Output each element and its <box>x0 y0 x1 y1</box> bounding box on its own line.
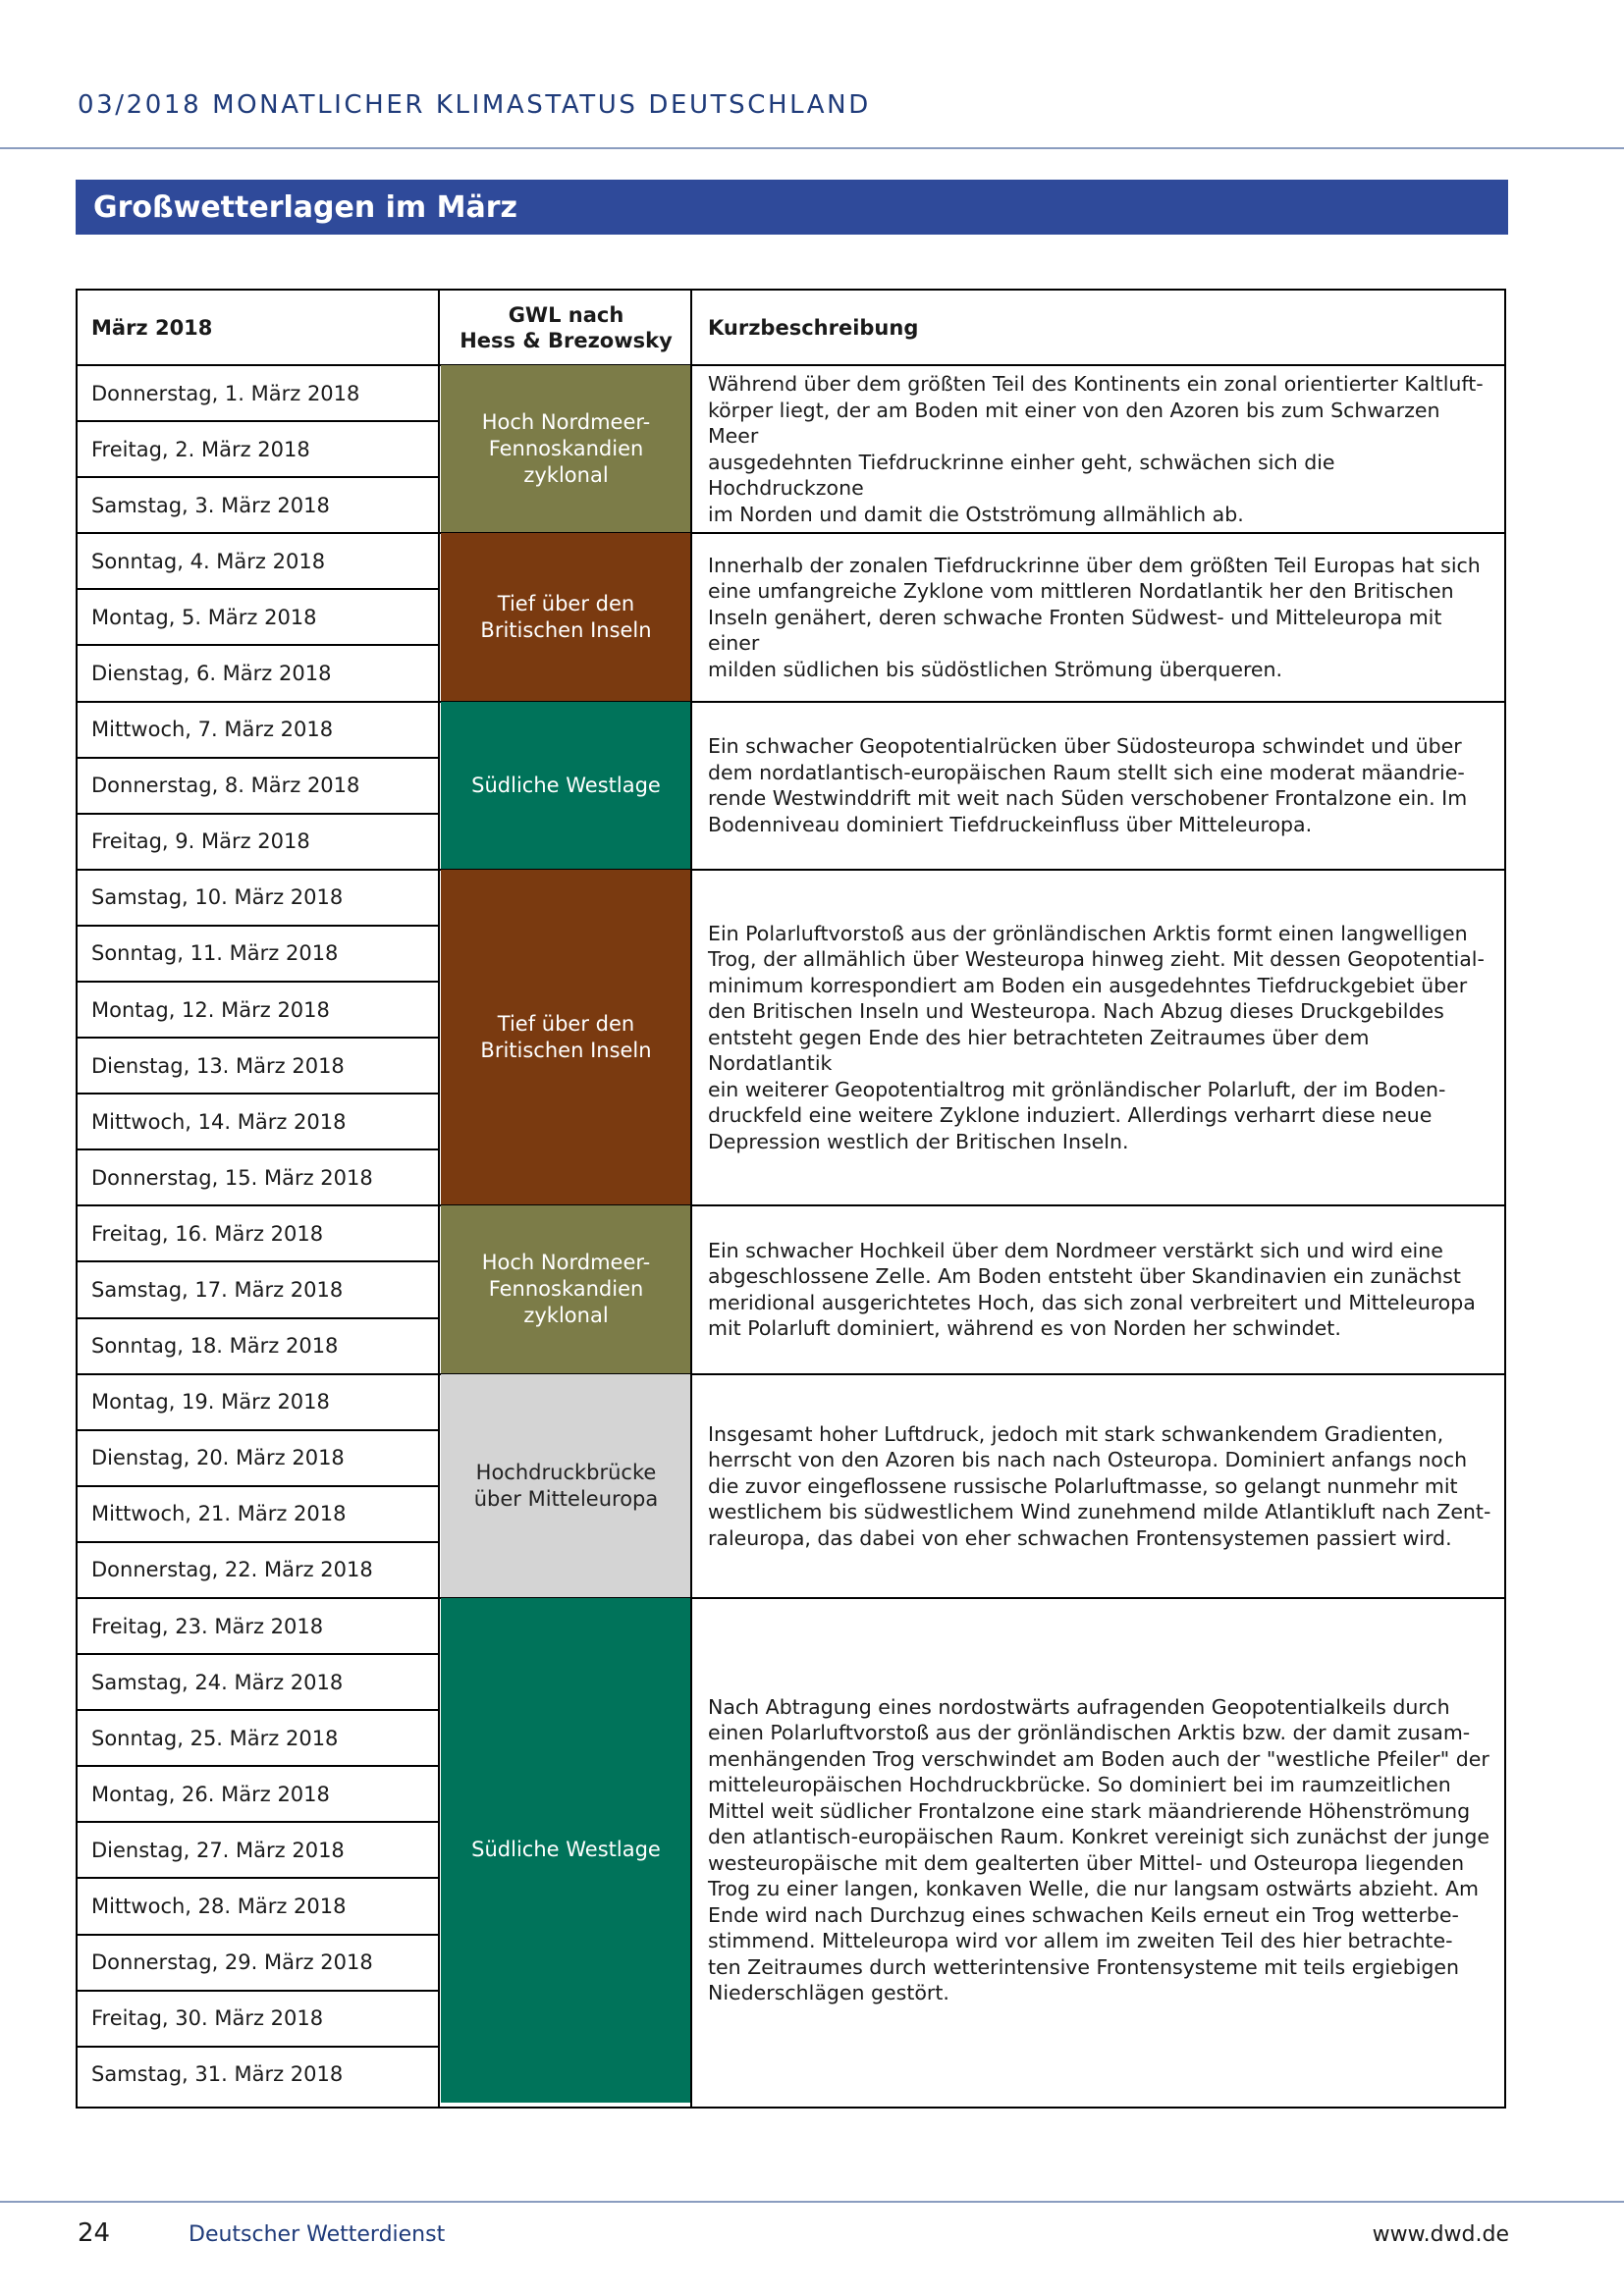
date-cell: Freitag, 9. März 2018 <box>91 829 310 854</box>
date-cell: Sonntag, 25. März 2018 <box>91 1726 339 1750</box>
page-header-title: 03/2018 MONATLICHER KLIMASTATUS DEUTSCHLAND <box>78 90 871 120</box>
date-cell: Donnerstag, 1. März 2018 <box>91 381 360 405</box>
gwl-cell: Tief über den Britischen Inseln <box>441 533 691 701</box>
date-cell: Dienstag, 13. März 2018 <box>91 1053 345 1078</box>
gwl-cell: Südliche Westlage <box>441 1598 691 2103</box>
date-cell: Samstag, 17. März 2018 <box>91 1277 344 1302</box>
date-cell: Montag, 12. März 2018 <box>91 997 330 1022</box>
date-cell: Donnerstag, 8. März 2018 <box>91 774 360 798</box>
date-cell: Samstag, 24. März 2018 <box>91 1670 344 1694</box>
gwl-cell: Tief über den Britischen Inseln <box>441 870 691 1206</box>
description-cell: Ein Polarluftvorstoß aus der grönländischen Arktis formt einen langwelligen Trog, der allmählich über Westeuropa hinweg zieht. Mit dessen Geopotential- minimum korrespondiert am Boden ein ausgedehntes Tiefdruckgebiet über den Britischen Inseln und Westeuropa. Nach Abzug dieses Druckgebildes entsteht gegen Ende des hier betrachteten Zeitraumes über dem Nordatlantik ein weiterer Geopotentialtrog mit grönländischer Polarluft, der im Boden- druckfeld eine weitere Zyklone induziert. Allerdings verharrt diese neue Depression westlich der Britischen Inseln. <box>708 921 1485 1153</box>
footer-divider <box>0 2201 1624 2203</box>
date-cell: Dienstag, 6. März 2018 <box>91 661 332 685</box>
date-cell: Samstag, 31. März 2018 <box>91 2062 344 2087</box>
date-cell: Freitag, 30. März 2018 <box>91 2006 324 2031</box>
date-cell: Montag, 19. März 2018 <box>91 1390 330 1415</box>
date-cell: Montag, 26. März 2018 <box>91 1782 330 1806</box>
date-cell: Dienstag, 27. März 2018 <box>91 1838 345 1862</box>
date-cell: Freitag, 16. März 2018 <box>91 1221 324 1246</box>
header-date: März 2018 <box>91 315 213 340</box>
date-cell: Mittwoch, 28. März 2018 <box>91 1894 347 1918</box>
date-cell: Montag, 5. März 2018 <box>91 605 317 629</box>
date-cell: Freitag, 2. März 2018 <box>91 437 310 461</box>
gwl-cell: Hoch Nordmeer- Fennoskandien zyklonal <box>441 1205 691 1373</box>
description-cell: Insgesamt hoher Luftdruck, jedoch mit stark schwankendem Gradienten, herrscht von den Azoren bis nach nach Osteuropa. Dominiert anfangs noch die zuvor eingeflossene russische Polarluftmasse, so gelangt nunmehr mit westlichem bis südwestlichem Wind zunehmend milde Atlantikluft nach Zent- raleuropa, das dabei von eher schwachen Frontensystemen passiert wird. <box>708 1421 1491 1550</box>
description-cell: Während über dem größten Teil des Kontinents ein zonal orientierter Kaltluft- körper liegt, der am Boden mit einer von den Azoren bis zum Schwarzen Meer ausgedehnten Tiefdruckrinne einher geht, schwächen sich die Hochdruckzone im Norden und damit die Ostströmung allmählich ab. <box>708 372 1484 526</box>
date-cell: Donnerstag, 22. März 2018 <box>91 1558 373 1582</box>
description-cell: Ein schwacher Geopotentialrücken über Südosteuropa schwindet und über dem nordatlantisch-europäischen Raum stellt sich eine moderat mäandrie- rende Westwinddrift mit weit nach Süden verschobener Frontalzone ein. Im Bodenniveau dominiert Tiefdruckeinfluss über Mitteleuropa. <box>708 734 1468 836</box>
publisher-name: Deutscher Wetterdienst <box>189 2222 446 2247</box>
date-cell: Sonntag, 4. März 2018 <box>91 549 326 573</box>
date-cell: Samstag, 3. März 2018 <box>91 493 330 517</box>
column-divider <box>690 290 692 2108</box>
gwl-cell: Südliche Westlage <box>441 702 691 870</box>
description-cell: Nach Abtragung eines nordostwärts aufragenden Geopotentialkeils durch einen Polarluftvorstoß aus der grönländischen Arktis bzw. der damit zusam- menhängenden Trog verschwindet am Boden auch der "westliche Pfeiler" der mitteleuropäischen Hochdruckbrücke. So dominiert bei im raumzeitlichen Mittel weit südlicher Frontalzone eine stark mäandrierende Höhenströmung den atlantisch-europäischen Raum. Konkret vereinigt sich zunächst der junge westeuropäische mit dem gealterten über Mittel- und Osteuropa liegenden Trog zu einer langen, konkaven Welle, die nur langsam ostwärts abzieht. Am Ende wird nach Durchzug eines schwachen Keils erneut ein Trog wetterbe- stimmend. Mitteleuropa wird vor allem im zweiten Teil des hier betrachte- ten Zeitraumes durch wetterintensive Frontensysteme mit teils ergiebigen Niederschlägen gestört. <box>708 1694 1489 2005</box>
date-cell: Freitag, 23. März 2018 <box>91 1614 324 1638</box>
header-divider <box>0 147 1624 149</box>
date-cell: Donnerstag, 29. März 2018 <box>91 1950 373 1975</box>
date-cell: Mittwoch, 7. März 2018 <box>91 718 334 742</box>
website-url: www.dwd.de <box>1372 2222 1509 2247</box>
date-cell: Samstag, 10. März 2018 <box>91 885 344 910</box>
date-cell: Sonntag, 11. März 2018 <box>91 941 339 966</box>
header-description: Kurzbeschreibung <box>708 315 919 340</box>
date-cell: Donnerstag, 15. März 2018 <box>91 1165 373 1190</box>
description-cell: Innerhalb der zonalen Tiefdruckrinne über dem größten Teil Europas hat sich eine umfangreiche Zyklone vom mittleren Nordatlantik her den Britischen Inseln genähert, deren schwache Fronten Südwest- und Mitteleuropa mit einer milden südlichen bis südöstlichen Strömung überqueren. <box>708 553 1481 681</box>
page-number: 24 <box>78 2218 111 2248</box>
date-cell: Mittwoch, 21. März 2018 <box>91 1502 347 1526</box>
date-cell: Dienstag, 20. März 2018 <box>91 1446 345 1470</box>
section-title: Großwetterlagen im März <box>93 190 517 225</box>
gwl-cell: Hoch Nordmeer- Fennoskandien zyklonal <box>441 365 691 533</box>
column-divider <box>438 290 440 2108</box>
date-cell: Mittwoch, 14. März 2018 <box>91 1109 347 1134</box>
date-cell: Sonntag, 18. März 2018 <box>91 1334 339 1359</box>
gwl-cell: Hochdruckbrücke über Mitteleuropa <box>441 1374 691 1598</box>
section-banner <box>76 180 1508 235</box>
description-cell: Ein schwacher Hochkeil über dem Nordmeer verstärkt sich und wird eine abgeschlossene Zelle. Am Boden entsteht über Skandinavien ein zunächst meridional ausgerichtetes Hoch, das sich zonal verbreitert und Mitteleuropa mit Polarluft dominiert, während es von Norden her schwindet. <box>708 1238 1476 1341</box>
header-gwl: GWL nach Hess & Brezowsky <box>460 302 673 352</box>
